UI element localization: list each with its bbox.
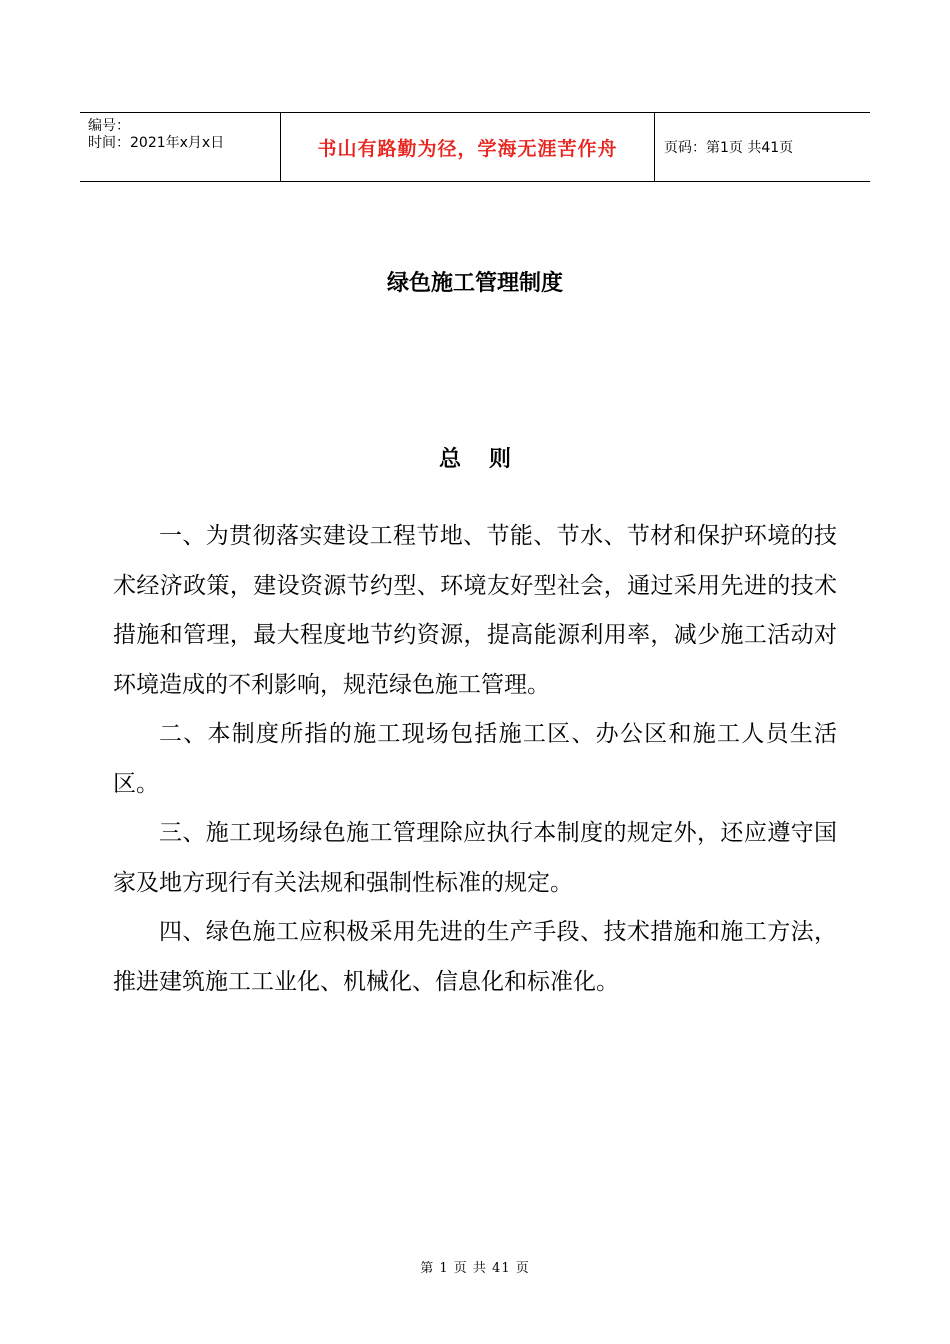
- section-title: [0, 442, 950, 473]
- number-label: 编号：: [88, 118, 130, 134]
- header-motto-cell: [281, 113, 655, 181]
- paragraph-2: 二、本制度所指的施工现场包括施工区、办公区和施工人员生活区。: [113, 721, 837, 797]
- section-title-part1: 总: [438, 447, 461, 472]
- paragraph-1: 一、为贯彻落实建设工程节地、节能、节水、节材和保护环境的技术经济政策，建设资源节约型、环境友好型社会，通过采用先进的技术措施和管理，最大程度地节约资源，提高能源利用率，减少施工活动对环境造成的不利影响，规范绿色施工管理。: [113, 523, 837, 698]
- section-title-part2: 则: [489, 447, 512, 472]
- header-meta-cell: [80, 113, 281, 181]
- page-info: 页码：第1页 共41页: [664, 140, 794, 156]
- document-title: 绿色施工管理制度: [386, 271, 563, 296]
- page-footer: 第 1 页 共 41 页: [420, 1261, 530, 1276]
- document-header: [80, 112, 870, 182]
- motto-text: 书山有路勤为径，学海无涯苦作舟: [317, 137, 618, 160]
- paragraph-3: 三、施工现场绿色施工管理除应执行本制度的规定外，还应遵守国家及地方现行有关法规和强制性标准的规定。: [113, 820, 837, 896]
- header-page-cell: [655, 113, 870, 181]
- paragraph-4: 四、绿色施工应积极采用先进的生产手段、技术措施和施工方法，推进建筑施工工业化、机械化、信息化和标准化。: [113, 919, 837, 995]
- time-label: 时间：2021年x月x日: [88, 135, 225, 151]
- body-text: [113, 512, 837, 1007]
